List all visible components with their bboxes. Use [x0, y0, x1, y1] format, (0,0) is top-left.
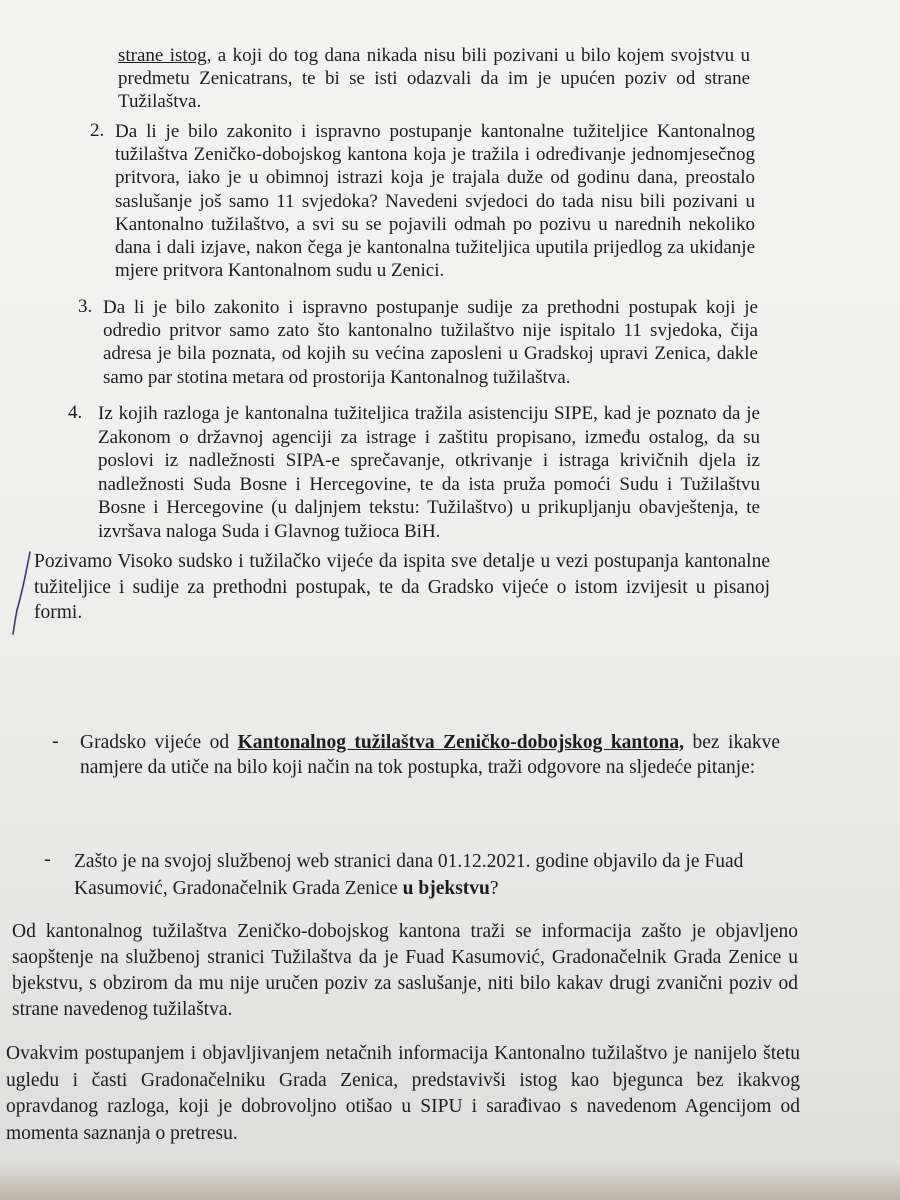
question-3-text: Da li je bilo zakonito i ispravno postupanje sudije za prethodni postupak koji je odredio pritvor samo zato što kantonalno tužilaštvo nije ispitalo 11 svjedoka, čija adresa je bila poznata, od kojih su većina zaposleni u Gradskoj upravi Zenica, dakle samo par stotina metara od prostorija Kantonalnog tužilaštva. — [103, 297, 758, 388]
table-edge — [0, 1166, 900, 1200]
information-request-paragraph: Od kantonalnog tužilaštva Zeničko-dobojskog kantona traži se informacija zašto je objavljeno saopštenje na službenoj stranici Tužilaštva da je Fuad Kasumović, Gradonačelnik Grada Zenice u bjekstvu, s obzirom da mu nije uručen poziv za saslušanje, niti bilo kakav drugi zvanični poziv od strane navedenog tužilaštva. — [12, 921, 798, 1020]
intro-paragraph — [118, 44, 750, 114]
list-dash: - — [44, 848, 51, 870]
question-number: 4. — [68, 402, 83, 423]
question-text-b: ? — [489, 878, 499, 899]
request-paragraph — [80, 730, 780, 780]
question-bold: u bjekstvu — [402, 878, 490, 899]
invitation-paragraph: Pozivamo Visoko sudsko i tužilačko vijeće da ispita sve detalje u vezi postupanja kantonalne tužiteljice i sudije za prethodni postupak, te da Gradsko vijeće o istom izvijesit u pisanoj formi. — [34, 551, 770, 623]
intro-underlined: strane istog — [118, 45, 207, 66]
question-paragraph — [74, 848, 774, 902]
list-dash: - — [52, 730, 59, 752]
damage-paragraph: Ovakvim postupanjem i objavljivanjem netačnih informacija Kantonalno tužilaštvo je nanijelo štetu ugledu i časti Gradonačelniku Grada Zenica, predstavivši istog kao bjegunca bez ikakvog opravdanog razloga, koji je dobrovoljno otišao u SIPU i sarađivao s navedenom Agencijom od momenta saznanja o pretresu. — [6, 1043, 800, 1144]
question-4-text: Iz kojih razloga je kantonalna tužiteljica tražila asistenciju SIPE, kad je poznato da je Zakonom o državnoj agenciji za istrage i zaštitu propisano, između ostalog, da su poslovi iz nadležnosti SIPA-e sprečavanje, otkrivanje i istraga krivičnih djela iz nadležnosti Suda Bosne i Hercegovine, te da ista pruža pomoći Sudu i Tužilaštvu Bosne i Hercegovine (u daljnjem tekstu: Tužilaštvo) u prikupljanju obavještenja, te izvršava naloga Suda i Glavnog tužioca BiH. — [98, 403, 760, 542]
intro-text: , a koji do tog dana nikada nisu bili pozivani u bilo kojem svojstvu u predmetu Zenicatrans, te bi se isti odazvali da im je upućen poziv od strane Tužilaštva. — [118, 45, 751, 113]
question-2-text: Da li je bilo zakonito i ispravno postupanje kantonalne tužiteljice Kantonalnog tužilaštva Zeničko-dobojskog kantona koja je tražila i određivanje jednomjesečnog pritvora, iako je u obimnoj istrazi koja je trajala duže od godinu dana, preostalo saslušanje još samo 11 svjedoka? Navedeni svjedoci do tada nisu bili pozivani u Kantonalno tužilaštvo, a svi su se pojavili odmah po pozivu u narednih nekoliko dana i dali izjave, nakon čega je kantonalna tužiteljica uputila prijedlog za ukidanje mjere pritvora Kantonalnom sudu u Zenici. — [115, 121, 755, 282]
request-text-b: bez ikakve namjere da utiče na bilo koji način na tok postupka, traži odgovore na sljedeće pitanje: — [80, 732, 781, 778]
question-text-a: Zašto je na svojoj službenoj web stranici dana 01.12.2021. godine objavilo da je Fuad Kasumović, Gradonačelnik Grada Zenice — [74, 851, 744, 899]
request-text-a: Gradsko vijeće od — [80, 732, 238, 753]
question-number: 2. — [90, 120, 105, 141]
request-bold-institution: Kantonalnog tužilaštva Zeničko-dobojskog kantona, — [237, 732, 684, 753]
question-number: 3. — [78, 296, 93, 317]
